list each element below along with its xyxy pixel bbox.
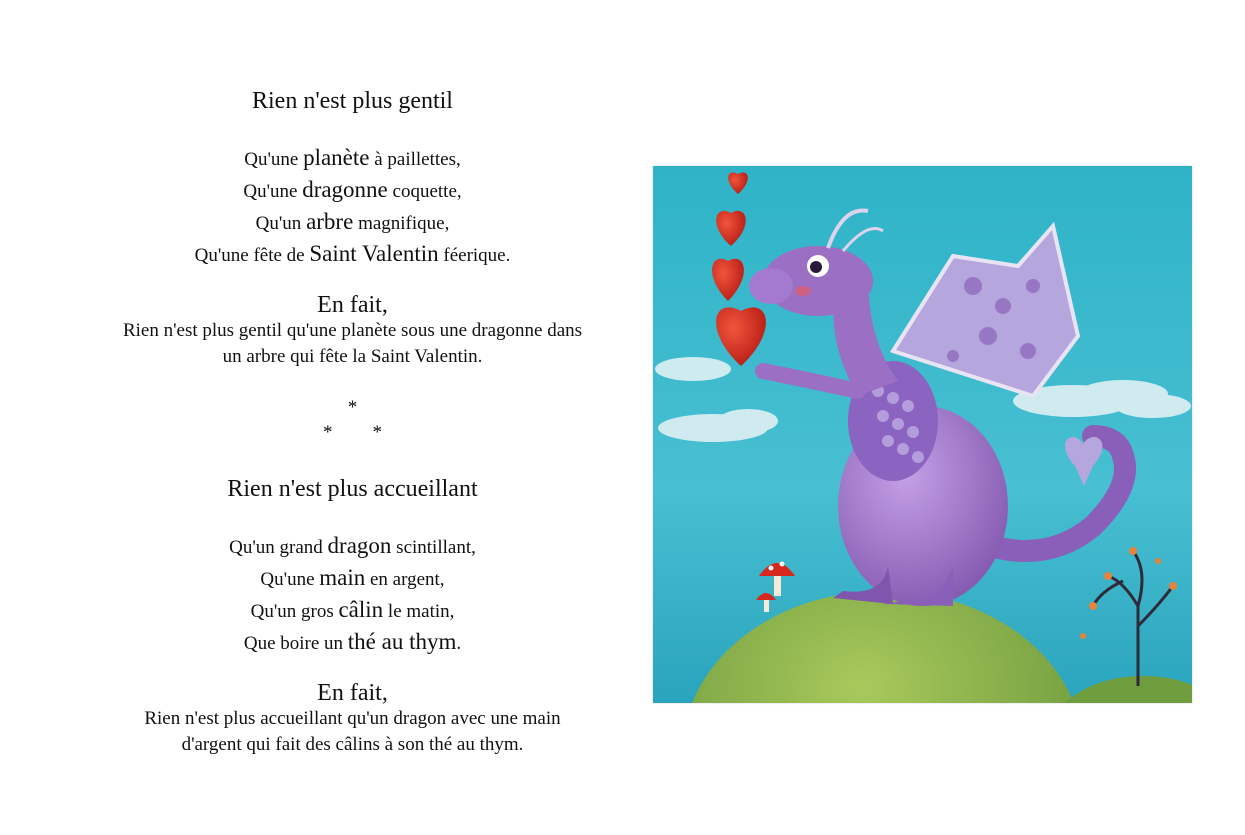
dragon-illustration: [653, 166, 1192, 703]
poem-title-2: Rien n'est plus accueillant: [227, 476, 478, 502]
verse-line: Qu'une dragonne coquette,: [243, 177, 462, 202]
poem-title-1: Rien n'est plus gentil: [252, 88, 453, 114]
verse-line: Qu'un grand dragon scintillant,: [229, 533, 476, 558]
dragon-picture: [653, 166, 1192, 703]
stanza-2: [60, 531, 645, 659]
star-separator-top: *: [347, 397, 358, 418]
en-fait-text-2a: Rien n'est plus accueillant qu'un dragon avec une main: [144, 708, 561, 729]
star-separator-bottom: * *: [323, 422, 382, 443]
stanza-1: [60, 143, 645, 271]
verse-line: Qu'une main en argent,: [260, 565, 445, 590]
en-fait-heading-1: En fait,: [317, 292, 388, 318]
verse-line: Que boire un thé au thym.: [243, 629, 462, 654]
en-fait-text-1a: Rien n'est plus gentil qu'une planète sous une dragonne dans: [122, 320, 583, 341]
verse-line: Qu'un gros câlin le matin,: [250, 597, 455, 622]
en-fait-text-1b: un arbre qui fête la Saint Valentin.: [222, 346, 483, 367]
en-fait-heading-2: En fait,: [317, 680, 388, 706]
en-fait-text-2b: d'argent qui fait des câlins à son thé au thym.: [181, 734, 524, 755]
verse-line: Qu'un arbre magnifique,: [255, 209, 450, 234]
verse-line: Qu'une planète à paillettes,: [244, 145, 461, 170]
verse-line: Qu'une fête de Saint Valentin féerique.: [194, 241, 511, 266]
